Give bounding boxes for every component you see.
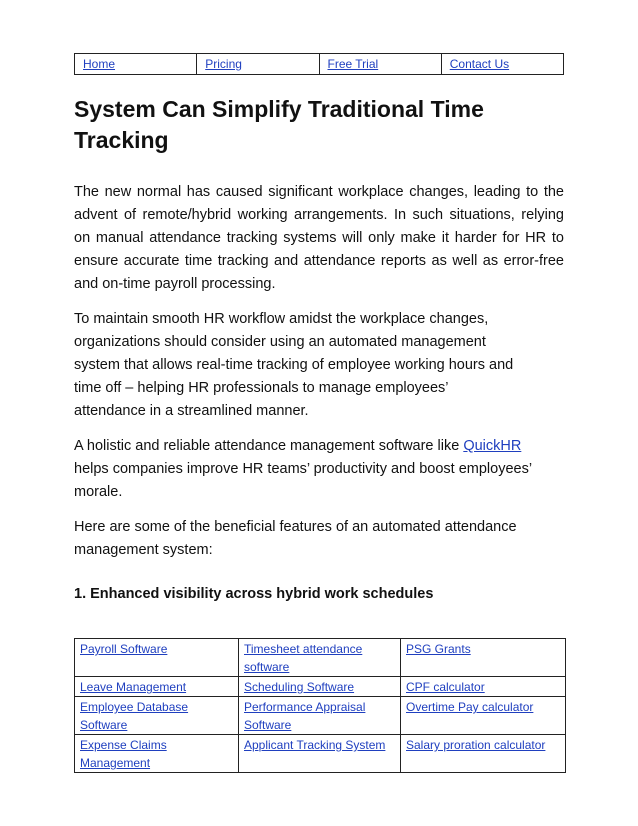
paragraph-workflow: To maintain smooth HR workflow amidst the workplace changes, organizations should consider using an automated management system that allows real-time tracking of employee working hours and time off – helping HR professionals to manage employees’ attendance in a streamlined manner. xyxy=(74,311,514,419)
link-expense-claims[interactable]: Expense Claims Management xyxy=(80,738,167,770)
table-cell xyxy=(75,697,239,735)
nav-cell-pricing xyxy=(197,54,319,75)
link-cpf-calculator[interactable]: CPF calculator xyxy=(406,680,485,694)
section-heading: 1. Enhanced visibility across hybrid work schedules xyxy=(74,586,434,602)
table-row xyxy=(75,697,566,735)
nav-cell-home xyxy=(75,54,197,75)
nav-link-contact-us[interactable]: Contact Us xyxy=(449,57,510,71)
paragraph-intro: The new normal has caused significant workplace changes, leading to the advent of remote/hybrid working arrangements. In such situations, relying on manual attendance tracking systems will only make it harder for HR to ensure accurate time tracking and attendance reports as well as error-free and on-time payroll processing. xyxy=(74,184,564,292)
link-psg-grants[interactable]: PSG Grants xyxy=(406,642,471,656)
table-row xyxy=(75,639,566,677)
nav-link-pricing[interactable]: Pricing xyxy=(205,57,242,71)
paragraph-quickhr-text-start: A holistic and reliable attendance management software like xyxy=(74,438,464,454)
table-row xyxy=(75,735,566,773)
article-title: System Can Simplify Traditional Time Tracking xyxy=(74,96,484,153)
paragraph-features-intro: Here are some of the beneficial features of an automated attendance management system: xyxy=(74,519,517,558)
link-salary-proration[interactable]: Salary proration calculator xyxy=(406,738,546,752)
link-timesheet-attendance[interactable]: Timesheet attendance software xyxy=(244,642,363,674)
paragraph-quickhr xyxy=(74,435,544,504)
link-leave-management[interactable]: Leave Management xyxy=(80,680,187,694)
table-cell xyxy=(401,735,566,773)
link-table xyxy=(74,638,566,773)
link-performance-appraisal[interactable]: Performance Appraisal Software xyxy=(244,700,366,732)
link-payroll-software[interactable]: Payroll Software xyxy=(80,642,168,656)
nav-cell-contact-us xyxy=(441,54,563,75)
table-cell xyxy=(401,697,566,735)
link-applicant-tracking[interactable]: Applicant Tracking System xyxy=(244,738,386,752)
table-cell xyxy=(75,677,239,697)
link-scheduling-software[interactable]: Scheduling Software xyxy=(244,680,355,694)
table-cell xyxy=(75,639,239,677)
table-cell xyxy=(401,639,566,677)
nav-link-free-trial[interactable]: Free Trial xyxy=(327,57,379,71)
table-row xyxy=(75,677,566,697)
paragraph-quickhr-text-end: helps companies improve HR teams’ productivity and boost employees’ morale. xyxy=(74,461,532,500)
table-cell xyxy=(239,677,401,697)
nav-cell-free-trial xyxy=(319,54,441,75)
top-nav xyxy=(74,53,564,75)
table-cell xyxy=(75,735,239,773)
table-cell xyxy=(239,735,401,773)
link-employee-database[interactable]: Employee Database Software xyxy=(80,700,189,732)
quickhr-link[interactable]: QuickHR xyxy=(463,438,522,454)
link-overtime-pay-calculator[interactable]: Overtime Pay calculator xyxy=(406,700,534,714)
nav-link-home[interactable]: Home xyxy=(83,57,116,71)
table-cell xyxy=(239,697,401,735)
table-cell xyxy=(239,639,401,677)
table-cell xyxy=(401,677,566,697)
